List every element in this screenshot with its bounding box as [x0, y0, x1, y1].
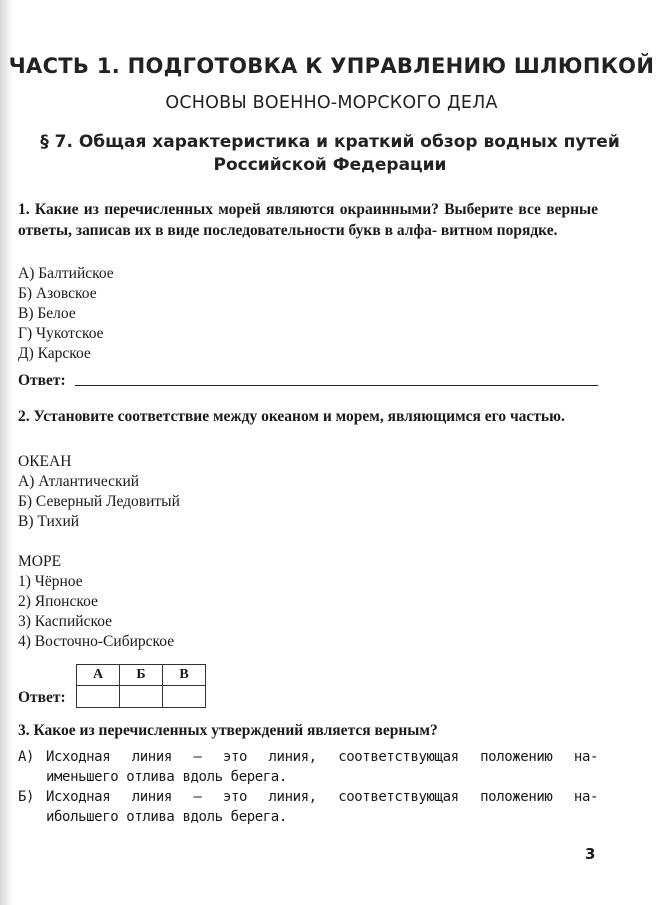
question-3-option-b-line1: Исходная линия — это линия, соответствующая положению на-	[46, 789, 598, 805]
paragraph-title-line1: § 7. Общая характеристика и краткий обзор водных путей	[40, 132, 620, 152]
question-1-option-c: В) Белое	[18, 305, 76, 322]
answer-cell-c[interactable]	[163, 686, 206, 708]
page-number: 3	[585, 845, 596, 863]
question-1-text: 1. Какие из перечисленных морей являются окраинными? Выберите все верные ответы, записав их в виде последовательности букв в алфа- витном порядке.	[18, 201, 598, 239]
question-2-answer-label: Ответ:	[18, 689, 66, 706]
question-1-option-a: А) Балтийское	[18, 265, 114, 282]
sea-option-1: 1) Чёрное	[18, 573, 83, 590]
question-1-option-b: Б) Азовское	[18, 285, 97, 302]
ocean-option-a: А) Атлантический	[18, 473, 140, 490]
question-3-option-a	[18, 747, 598, 787]
question-2-text: 2. Установите соответствие между океаном и морем, являющимся его частью.	[18, 408, 565, 425]
answer-table	[76, 664, 206, 708]
ocean-option-b: Б) Северный Ледовитый	[18, 493, 180, 510]
sea-option-3: 3) Каспийское	[18, 613, 113, 630]
question-3-text: 3. Какое из перечисленных утверждений является верным?	[18, 722, 438, 739]
paragraph-title-line2: Российской Федерации	[213, 155, 447, 175]
question-1-option-d: Г) Чукотское	[18, 325, 104, 342]
table-header-b: Б	[120, 665, 163, 686]
answer-cell-a[interactable]	[77, 686, 120, 708]
question-1-answer-line[interactable]	[75, 385, 598, 386]
question-3-option-a-line1: Исходная линия — это линия, соответствующая положению на-	[46, 749, 598, 765]
answer-cell-b[interactable]	[120, 686, 163, 708]
ocean-heading: ОКЕАН	[18, 453, 72, 470]
page-edge-shadow	[0, 0, 14, 905]
paragraph-title	[30, 131, 630, 177]
table-header-a: А	[77, 665, 120, 686]
sea-option-4: 4) Восточно-Сибирское	[18, 633, 175, 650]
table-header-c: В	[163, 665, 206, 686]
question-1-option-e: Д) Карское	[18, 345, 91, 362]
question-3-option-b-line2: ибольшего отлива вдоль берега.	[46, 809, 287, 825]
question-3-option-b	[18, 787, 598, 827]
sea-heading: МОРЕ	[18, 553, 62, 570]
sea-option-2: 2) Японское	[18, 593, 98, 610]
question-1-answer-label: Ответ:	[18, 372, 66, 389]
question-3-option-a-line2: именьшего отлива вдоль берега.	[46, 769, 287, 785]
part-title: ЧАСТЬ 1. ПОДГОТОВКА К УПРАВЛЕНИЮ ШЛЮПКОЙ	[8, 54, 655, 78]
question-3-option-b-marker: Б)	[18, 789, 35, 805]
section-title: ОСНОВЫ ВОЕННО-МОРСКОГО ДЕЛА	[165, 93, 498, 113]
ocean-option-c: В) Тихий	[18, 513, 80, 530]
question-3-option-a-marker: А)	[18, 749, 35, 765]
